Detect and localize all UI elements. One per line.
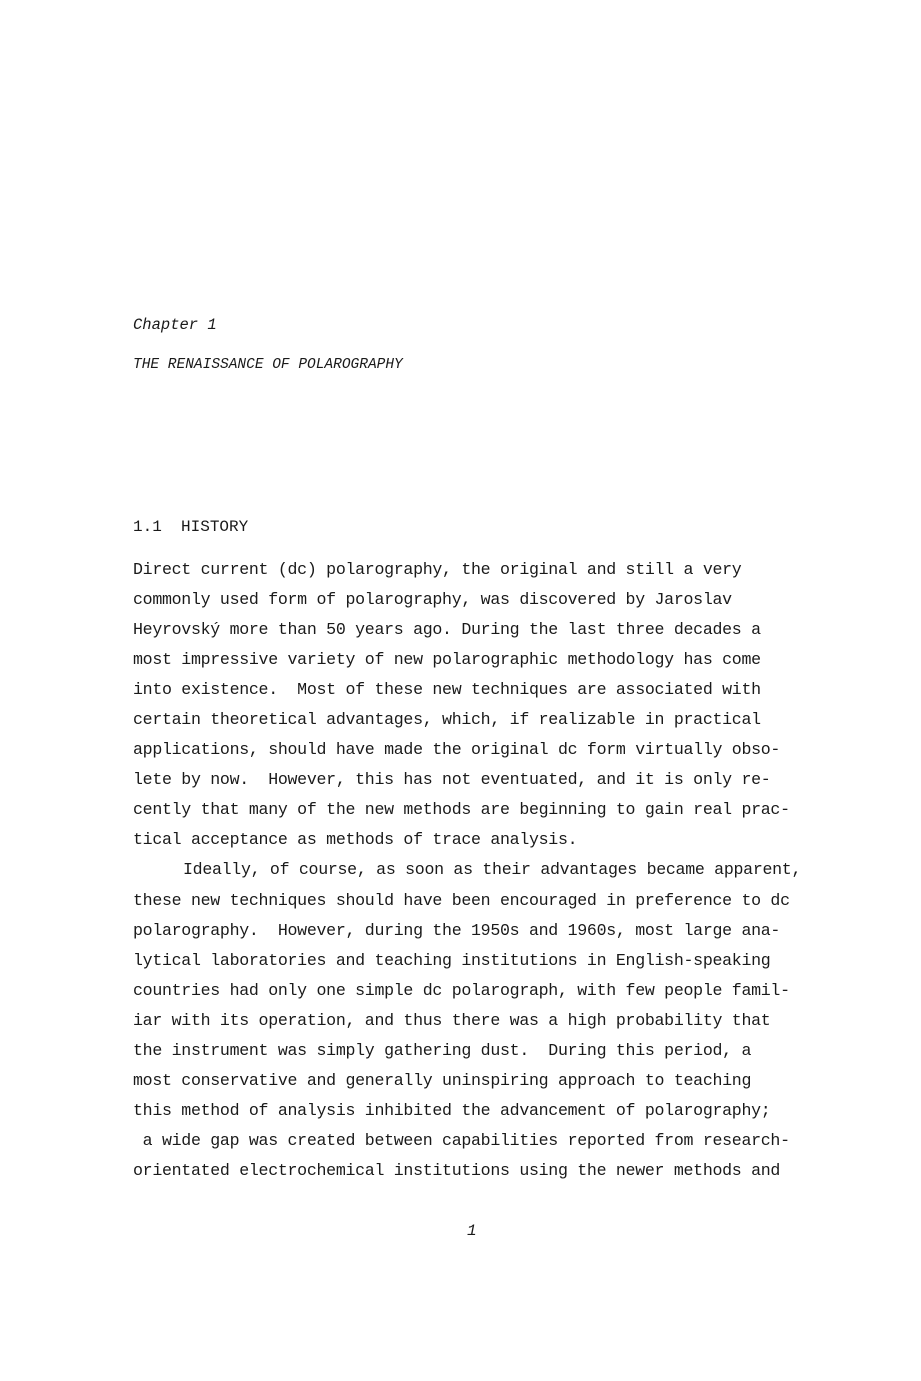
text-line: applications, should have made the original dc form virtually obso- bbox=[133, 740, 781, 760]
text-line: lete by now. However, this has not eventuated, and it is only re- bbox=[133, 770, 771, 790]
text-line: Heyrovský more than 50 years ago. During the last three decades a bbox=[133, 620, 761, 640]
text-line: most conservative and generally uninspiring approach to teaching bbox=[133, 1070, 752, 1090]
text-line: commonly used form of polarography, was discovered by Jaroslav bbox=[133, 590, 732, 610]
text-line: Ideally, of course, as soon as their advantages became apparent, bbox=[183, 860, 802, 880]
chapter-title: THE RENAISSANCE OF POLAROGRAPHY bbox=[133, 357, 403, 373]
text-line: countries had only one simple dc polarograph, with few people famil- bbox=[133, 980, 790, 1000]
text-line: polarography. However, during the 1950s and 1960s, most large ana- bbox=[133, 920, 781, 940]
text-line: iar with its operation, and thus there was a high probability that bbox=[133, 1010, 771, 1030]
section-heading: 1.1 HISTORY bbox=[133, 518, 249, 536]
text-line: into existence. Most of these new techniques are associated with bbox=[133, 680, 761, 700]
paragraph-2 bbox=[133, 860, 853, 1191]
text-line: the instrument was simply gathering dust. During this period, a bbox=[133, 1040, 752, 1060]
text-line: orientated electrochemical institutions using the newer methods and bbox=[133, 1160, 781, 1180]
text-line: these new techniques should have been encouraged in preference to dc bbox=[133, 890, 790, 910]
text-line: Direct current (dc) polarography, the original and still a very bbox=[133, 560, 742, 579]
text-line: cently that many of the new methods are beginning to gain real prac- bbox=[133, 800, 790, 820]
paragraph-1 bbox=[133, 560, 853, 860]
text-line: most impressive variety of new polarographic methodology has come bbox=[133, 650, 761, 670]
text-line: this method of analysis inhibited the advancement of polarography; bbox=[133, 1100, 771, 1120]
body-text bbox=[133, 560, 853, 1191]
page-number: 1 bbox=[467, 1222, 477, 1240]
text-line: certain theoretical advantages, which, if realizable in practical bbox=[133, 710, 761, 730]
text-line: tical acceptance as methods of trace analysis. bbox=[133, 830, 578, 850]
chapter-label: Chapter 1 bbox=[133, 316, 217, 334]
text-line: a wide gap was created between capabilities reported from research- bbox=[133, 1130, 790, 1150]
text-line: lytical laboratories and teaching institutions in English-speaking bbox=[133, 950, 771, 970]
